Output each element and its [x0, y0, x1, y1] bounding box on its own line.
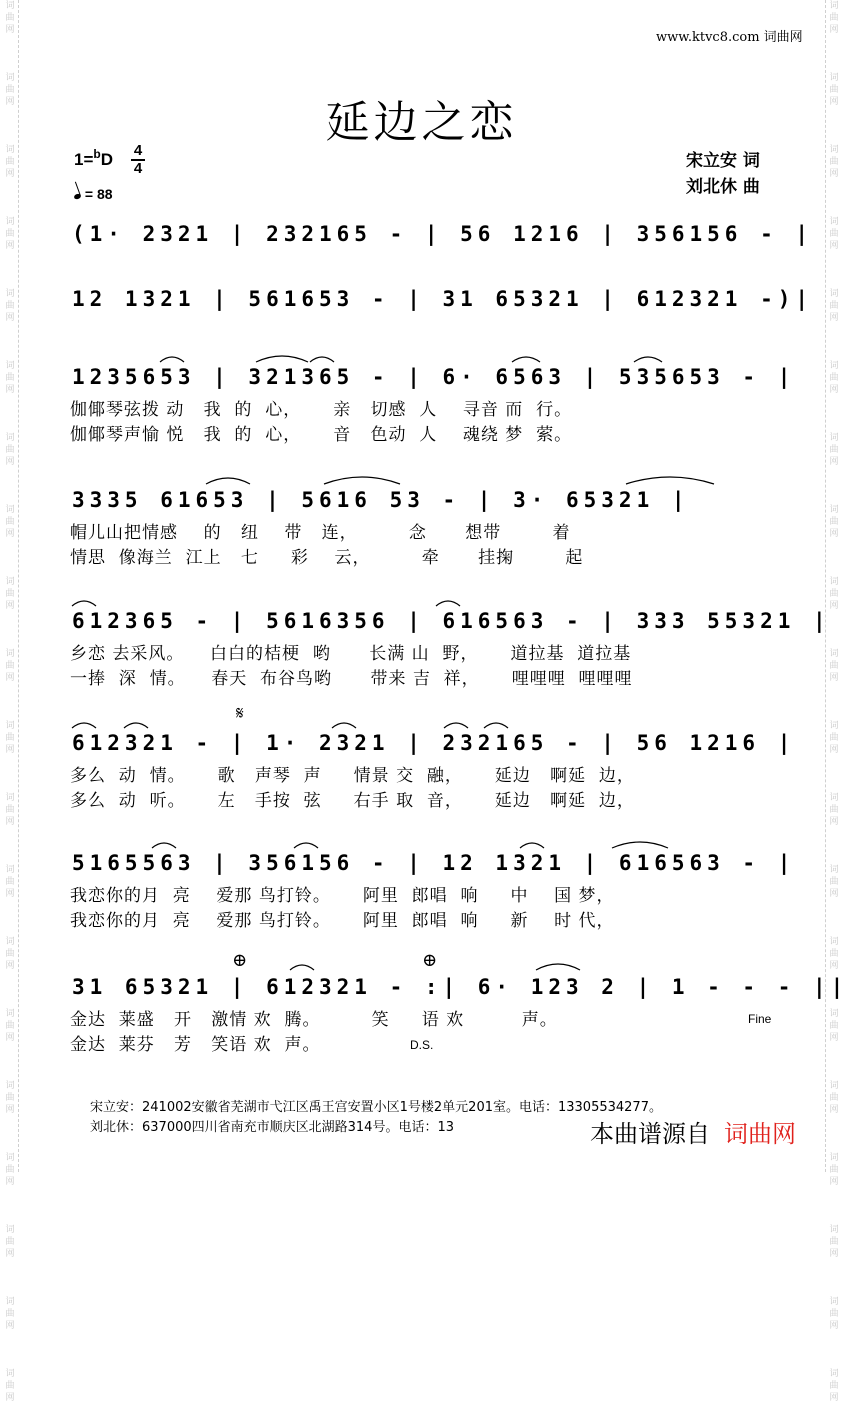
lyric-line-8b: 金达 莱芬 芳 笑语 欢 声。: [70, 1035, 347, 1055]
lyric-line-3a: 伽倻琴弦拨 动 我 的 心， 亲 切感 人 寻音 而 行。: [70, 400, 573, 420]
slur: [206, 478, 250, 484]
lyric-line-6b: 多么 动 听。 左 手按 弦 右手 取 音， 延边 啊延 边，: [70, 791, 635, 811]
music-line-1: (1· 2321 | 232165 - | 56 1216 | 356156 - |: [72, 222, 814, 246]
slur: [324, 477, 400, 484]
slur: [160, 357, 184, 362]
slur: [72, 601, 96, 606]
lyric-line-4a: 帽儿山把情感 的 纽 带 连， 念 想带 着: [70, 523, 571, 543]
source-label: 本曲谱源自: [590, 1120, 710, 1148]
contact-composer: 刘北休：637000四川省南充市顺庆区北湖路314号。电话：13: [90, 1120, 454, 1135]
source-note: [590, 1114, 796, 1149]
composer-credit: 刘北休 曲: [686, 177, 760, 197]
source-brand-link[interactable]: 词曲网: [724, 1120, 796, 1148]
slur: [152, 843, 176, 848]
lyric-line-5a: 乡恋 去采风。 白白的桔梗 哟 长满 山 野， 道拉基 道拉基: [70, 644, 632, 664]
slur: [512, 357, 540, 362]
contact-lyricist: 宋立安：241002安徽省芜湖市弋江区禹王宫安置小区1号楼2单元201室。电话：13305534277。: [90, 1100, 662, 1115]
slur: [612, 842, 668, 848]
key-signature: 1=$^b$D: [74, 147, 114, 169]
slur: [332, 723, 356, 728]
slur: [290, 965, 314, 970]
slur: [444, 723, 468, 728]
music-line-7: 5165563 | 356156 - | 12 1321 | 616563 - |: [72, 851, 796, 875]
slur: [536, 964, 580, 970]
lyric-line-8a: 金达 莱盛 开 激情 欢 腾。 笑 语 欢 声。: [70, 1010, 558, 1030]
music-line-5: 612365 - | 5616356 | 616563 - | 333 55321 |: [72, 609, 831, 633]
slur: [484, 723, 508, 728]
slur: [634, 357, 662, 362]
music-line-8: 31 65321 | 612321 - :| 6· 123 2 | 1 - - - ||: [72, 975, 848, 999]
slur: [72, 723, 96, 728]
coda-icon-2: ⊕: [422, 950, 438, 971]
coda-icon: ⊕: [232, 950, 248, 971]
slur: [294, 843, 318, 848]
lyricist-credit: 宋立安 词: [686, 151, 760, 171]
lyric-line-4b: 情思 像海兰 江上 七 彩 云， 牵 挂掬 起: [70, 548, 584, 568]
lyric-line-7b: 我恋你的月 亮 爱那 鸟打铃。 阿里 郎唱 响 新 时 代，: [70, 911, 615, 931]
side-watermark-right: 词 曲 网 词 曲 网 词 曲 网 词 曲 网 词 曲 网 词 曲 网 词 曲 网 词 曲 网 词 曲 网 词 曲 网 词 曲 网 词 曲 网 词 曲 网 词 曲 网 词 曲 网 词 曲 网 词 曲 网 词 曲 网 词 曲 网 词 曲 网: [825, 0, 842, 1172]
slur: [256, 356, 308, 362]
song-title: 延边之恋: [325, 97, 518, 148]
lyric-line-7a: 我恋你的月 亮 爱那 鸟打铃。 阿里 郎唱 响 中 国 梦，: [70, 886, 615, 906]
music-line-2: 12 1321 | 561653 - | 31 65321 | 612321 -)|: [72, 287, 814, 311]
slur: [626, 477, 714, 484]
slur: [124, 723, 148, 728]
slur: [436, 601, 460, 606]
side-watermark-left: 词 曲 网 词 曲 网 词 曲 网 词 曲 网 词 曲 网 词 曲 网 词 曲 网 词 曲 网 词 曲 网 词 曲 网 词 曲 网 词 曲 网 词 曲 网 词 曲 网 词 曲 网 词 曲 网 词 曲 网 词 曲 网 词 曲 网 词 曲 网: [2, 0, 19, 1172]
lyric-line-5b: 一捧 深 情。 春天 布谷鸟哟 带来 吉 祥， 哩哩哩 哩哩哩: [70, 669, 633, 689]
ds-marking: D.S.: [410, 1038, 434, 1052]
lyric-line-3b: 伽倻琴声愉 悦 我 的 心， 音 色动 人 魂绕 梦 萦。: [70, 425, 573, 445]
fine-marking: Fine: [748, 1012, 772, 1026]
slur: [310, 357, 334, 362]
segno-icon: 𝄋: [236, 703, 244, 724]
music-line-4: 3335 61653 | 5616 53 - | 3· 65321 |: [72, 488, 690, 512]
time-signature: 4 4: [130, 143, 146, 177]
slur: [520, 843, 544, 848]
lyric-line-6a: 多么 动 情。 歌 声琴 声 情景 交 融， 延边 啊延 边，: [70, 766, 635, 786]
music-line-3: 1235653 | 321365 - | 6· 6563 | 535653 - |: [72, 365, 796, 389]
quarter-note-icon: [73, 193, 81, 200]
tempo-marking: = 88: [74, 186, 113, 202]
site-url[interactable]: www.ktvc8.com 词曲网: [656, 30, 803, 45]
music-line-6: 612321 - | 1· 2321 | 232165 - | 56 1216 |: [72, 731, 796, 755]
